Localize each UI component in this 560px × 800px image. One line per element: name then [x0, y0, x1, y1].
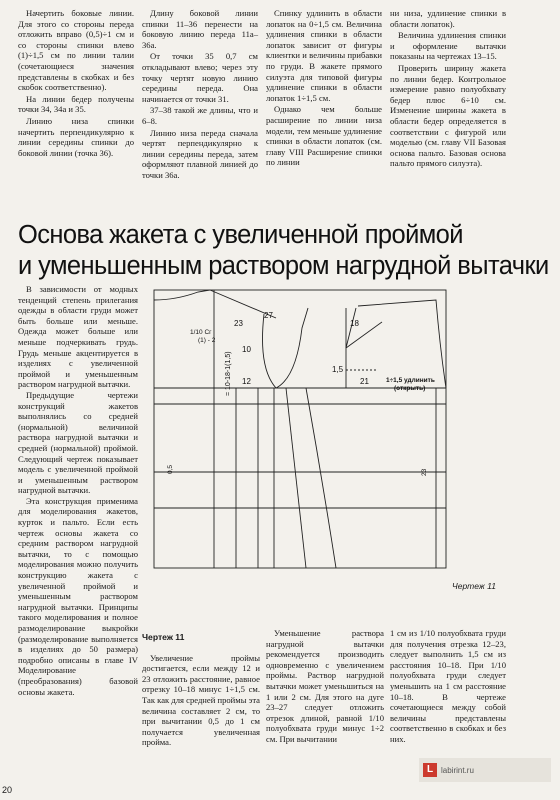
point-27: 27 [264, 311, 273, 320]
front-armhole [276, 308, 308, 388]
paragraph: 1 см из 1/10 полуобхвата груди для получения отрезка 12–23, следует выполнить 1,5 см из расстояния 10–18. При 1/10 полуобхвата груди следует уменьшить на 1 см расстояние 10–18. В чертеже сочетающиеся между собой величины представлены соответственно в скобках и без них. [390, 628, 506, 744]
watermark-logo [419, 758, 551, 782]
front-shoulder [358, 300, 446, 388]
bottom-column-3 [390, 628, 506, 745]
top-column-3 [266, 8, 382, 169]
paragraph: Однако чем больше расширение по линии низа модели, тем меньше удлинение спинки в области лопаток (см. главу VIII Расширение спинки по линии [266, 104, 382, 168]
label-lengthen: 1÷1,5 удлинить [386, 377, 435, 384]
top-column-1 [18, 8, 134, 159]
label-1-10-cr: 1/10 Сг [190, 329, 212, 336]
section-title [18, 220, 558, 282]
label-1-10-cr-2: (1) - 2 [198, 337, 216, 344]
paragraph: Проверить ширину жакета по линии бедер. Контрольное измерение равно полуобхвату бедер плюс 6÷10 см. Изменение ширины жакета в области бедер определяется в соответствии с фигурой или моделью (см. главу VII Базовая основа пальто. Базовая основа пальто прямого силуэта). [390, 62, 506, 169]
paragraph: 37–38 такой же длины, что и 6–8. [142, 105, 258, 126]
paragraph: Линию низа спинки начертить перпендикулярно к линии середины спинки до боковой линии (точка 36). [18, 115, 134, 158]
label-0-5: 0,5 [167, 464, 174, 474]
paragraph: Длину боковой линии спинки 11–36 перенести на боковую линию переда 11а–36а. [142, 8, 258, 50]
side-seam [286, 388, 306, 568]
paragraph: ни низа, удлинение спинки в области лопаток). [390, 8, 506, 29]
paragraph: На линии бедер получены точки 34, 34а и 35. [18, 93, 134, 115]
label-23-side: 23 [421, 468, 428, 476]
bottom-column-1 [142, 632, 260, 748]
paragraph: Предыдущие чертежи конструкций жакетов выполнялись со средней (нормальной) величиной раствора нагрудной вытачки и средней (нормальной) проймой. Следующий чертеж показывает модель с увеличенной проймой и уменьшенным раствором нагрудной вытачки. [18, 389, 138, 496]
pattern-diagram [146, 278, 456, 578]
back-armhole [263, 314, 277, 388]
logo-text: labirint.ru [441, 765, 474, 775]
paragraph: Увеличение проймы достигается, если между 12 и 23 отложить расстояние, равное отрезку 10–18 минус 1÷1,5 см. Так как для средней проймы эта величина составляет 2 см, то при вычитании 0,5 до 1 см получается увеличенная пройма. [142, 652, 260, 748]
point-21: 21 [360, 377, 369, 386]
paragraph: Линию низа переда сначала чертят перпендикулярно к линии середины переда, затем оформляют плавной линией до точки 36а. [142, 127, 258, 180]
label-open: (открыть) [394, 385, 426, 392]
top-column-2 [142, 8, 258, 182]
title-line-2: и уменьшенным раствором нагрудной вытачки [18, 252, 549, 280]
title-line-1: Основа жакета с увеличенной проймой [18, 221, 463, 249]
page-number: 20 [2, 785, 13, 795]
paragraph: Спинку удлинить в области лопаток на 0÷1,5 см. Величина удлинения спинки в области лопаток зависит от фигуры клиентки и величины прибавки по груди. В жакете прямого силуэта для типовой фигуры удлинение спинки в области лопаток 1÷1,5 см. [266, 8, 382, 103]
paragraph: От точки 35 0,7 см откладывают влево; через эту точку чертят новую линию середины переда. Она начинается от точки 31. [142, 51, 258, 104]
paragraph: Начертить боковые линии. Для этого со стороны переда отложить вправо (0,5)÷1 см и со стороны спинки влево (1)÷1,5 см по линии талии (сочетающиеся значения представлены в скобках и без скобок соответственно). [18, 8, 134, 93]
diagram-caption: Чертеж 11 [452, 581, 496, 591]
point-12: 12 [242, 377, 251, 386]
back-neck [154, 290, 210, 300]
point-18: 18 [350, 319, 359, 328]
logo-icon: L [423, 763, 437, 777]
left-column [18, 284, 138, 697]
point-10: 10 [242, 345, 251, 354]
point-23: 23 [234, 319, 243, 328]
paragraph: Эта конструкция применима для моделирования жакетов, курток и пальто. Если есть чертеж основы жакета со средним раствором нагрудной вытачки, то с помощью моделирования можно получить конструкцию жакета с увеличенной проймой и уменьшенным раствором нагрудной вытачки. Принципы такого моделирования и полное размоделирование выкройки (размоделирование выполняется в изделиях до 50 размера) подробно описаны в главе IV Моделирование (преобразования) базовой основы жакета. [18, 495, 138, 697]
label-1-5: 1,5 [332, 365, 344, 374]
paragraph: В зависимости от модных тенденций степень прилегания одежды в области груди может быть больше или меньше. Одежда может больше или меньше подчеркивать грудь. Грудь меньше акцентируется в изделиях с увеличенной проймой и уменьшенным раствором нагрудной вытачки. [18, 284, 138, 390]
paragraph: Величина удлинения спинки и оформление вытачки показаны на чертежах 13–15. [390, 30, 506, 62]
label-vertical: = 10-18-1(1,5) [225, 351, 232, 396]
bottom-column-2 [266, 628, 384, 745]
paragraph: Уменьшение раствора нагрудной вытачки рекомендуется производить одновременно с увеличением проймы. Раствор нагрудной вытачки может уменьшиться на 1 или 2 см. Для этого на дуге 23–27 следует отложить отрезок длиной, равной 1/10 полуобхвата груди минус 1÷2 см. При вычитании [266, 628, 384, 744]
top-column-4 [390, 8, 506, 170]
side-seam [306, 388, 336, 568]
bottom-heading: Чертеж 11 [142, 632, 185, 642]
